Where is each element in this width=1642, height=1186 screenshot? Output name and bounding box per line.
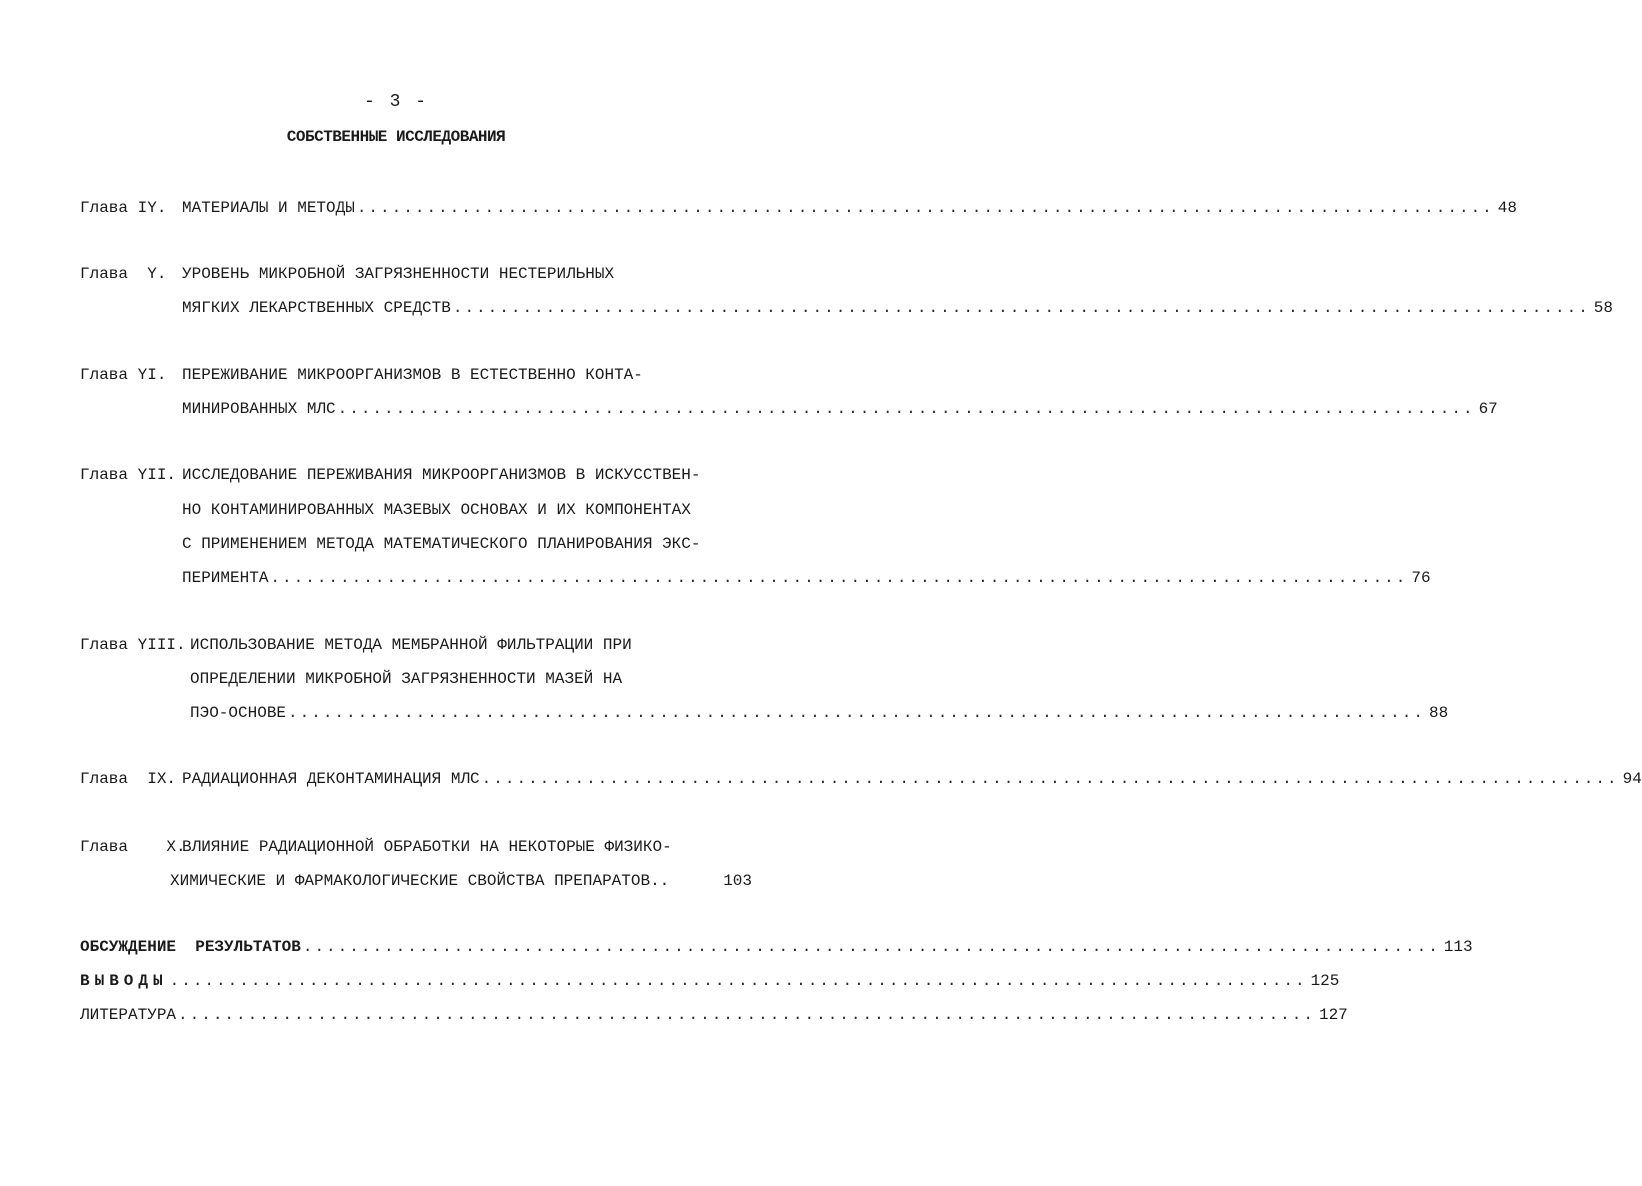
- chapter-label: Глава Y.: [80, 265, 167, 283]
- toc-entry-ch8[interactable]: [0, 633, 792, 657]
- leader-dots: ..................................................................................................: [178, 1006, 1315, 1024]
- page-ref: 113: [1443, 938, 1473, 956]
- leader-dots: ..................................................................................................: [302, 938, 1440, 956]
- leader-dots: ..................................................................................................: [337, 400, 1475, 418]
- page-ref: 67: [1478, 400, 1498, 418]
- chapter-title-line: УРОВЕНЬ МИКРОБНОЙ ЗАГРЯЗНЕННОСТИ НЕСТЕРИЛЬНЫХ: [182, 265, 615, 283]
- chapter-title-line: ПЕРЕЖИВАНИЕ МИКРООРГАНИЗМОВ В ЕСТЕСТВЕННО КОНТА-: [182, 366, 643, 384]
- page-number: - 3 -: [363, 92, 428, 112]
- chapter-title-line: НО КОНТАМИНИРОВАННЫХ МАЗЕВЫХ ОСНОВАХ И ИХ КОМПОНЕНТАХ: [182, 501, 691, 519]
- page-ref: 58: [1593, 299, 1613, 317]
- chapter-title-line: ИССЛЕДОВАНИЕ ПЕРЕЖИВАНИЯ МИКРООРГАНИЗМОВ В ИСКУССТВЕН-: [182, 466, 701, 484]
- chapter-title-line: РАДИАЦИОННАЯ ДЕКОНТАМИНАЦИЯ МЛС: [182, 770, 480, 788]
- page-ref: 48: [1497, 199, 1517, 217]
- section-heading: ЛИТЕРАТУРА: [80, 1006, 177, 1024]
- chapter-title-line: ВЛИЯНИЕ РАДИАЦИОННОЙ ОБРАБОТКИ НА НЕКОТОРЫЕ ФИЗИКО-: [182, 838, 672, 856]
- leader-dots: ..................................................................................................: [452, 299, 1590, 317]
- chapter-label: Глава IY.: [80, 199, 167, 217]
- chapter-label: Глава YIII.: [80, 636, 186, 654]
- page-ref: 88: [1428, 704, 1449, 722]
- toc-entry-literature[interactable]: [0, 1003, 1348, 1027]
- toc-entry-ch7[interactable]: [0, 463, 792, 487]
- chapter-label: Глава X.: [80, 838, 186, 856]
- chapter-title-line: МИНИРОВАННЫХ МЛС: [182, 400, 336, 418]
- toc-entry-ch5[interactable]: [0, 262, 792, 286]
- section-heading: ОБСУЖДЕНИЕ РЕЗУЛЬТАТОВ: [80, 938, 301, 956]
- page-ref: 127: [1318, 1006, 1348, 1024]
- toc-entry-ch10[interactable]: [0, 835, 792, 859]
- chapter-title-line: ПЕРИМЕНТА: [182, 569, 269, 587]
- chapter-label: Глава YI.: [80, 366, 167, 384]
- chapter-title-line: С ПРИМЕНЕНИЕМ МЕТОДА МАТЕМАТИЧЕСКОГО ПЛАНИРОВАНИЯ ЭКС-: [182, 535, 701, 553]
- leader-dots: ..................................................................................................: [288, 704, 1425, 722]
- chapter-title-line: МАТЕРИАЛЫ И МЕТОДЫ: [182, 199, 355, 217]
- page-ref: 103: [723, 872, 752, 890]
- page-ref: 125: [1310, 972, 1340, 990]
- toc-entry-conclusions[interactable]: [0, 969, 1340, 993]
- leader-dots: ..................................................................................................: [169, 972, 1307, 990]
- leader-dots: ..................................................................................................: [356, 199, 1494, 217]
- toc-entry-ch4[interactable]: [0, 196, 1517, 220]
- page-ref: 94: [1622, 770, 1642, 788]
- section-title: СОБСТВЕННЫЕ ИССЛЕДОВАНИЯ: [286, 128, 506, 146]
- chapter-label: Глава IX.: [80, 770, 177, 788]
- toc-entry-ch9[interactable]: [0, 767, 1642, 791]
- toc-entry-ch6[interactable]: [0, 363, 792, 387]
- chapter-label: Глава YII.: [80, 466, 177, 484]
- leader-dots: ..................................................................................................: [481, 770, 1619, 788]
- page-ref: 76: [1411, 569, 1431, 587]
- section-heading: ВЫВОДЫ: [80, 972, 168, 990]
- leader-dots: ..................................................................................................: [270, 569, 1408, 587]
- chapter-title-line: ОПРЕДЕЛЕНИИ МИКРОБНОЙ ЗАГРЯЗНЕННОСТИ МАЗЕЙ НА: [190, 670, 623, 688]
- chapter-title-line: ПЭО-ОСНОВЕ: [190, 704, 287, 722]
- chapter-title-line: МЯГКИХ ЛЕКАРСТВЕННЫХ СРЕДСТВ: [182, 299, 451, 317]
- toc-entry-discussion[interactable]: [0, 935, 1473, 959]
- chapter-title-line: ХИМИЧЕСКИЕ И ФАРМАКОЛОГИЧЕСКИЕ СВОЙСТВА ПРЕПАРАТОВ..: [170, 872, 670, 890]
- chapter-title-line: ИСПОЛЬЗОВАНИЕ МЕТОДА МЕМБРАННОЙ ФИЛЬТРАЦИИ ПРИ: [190, 636, 632, 654]
